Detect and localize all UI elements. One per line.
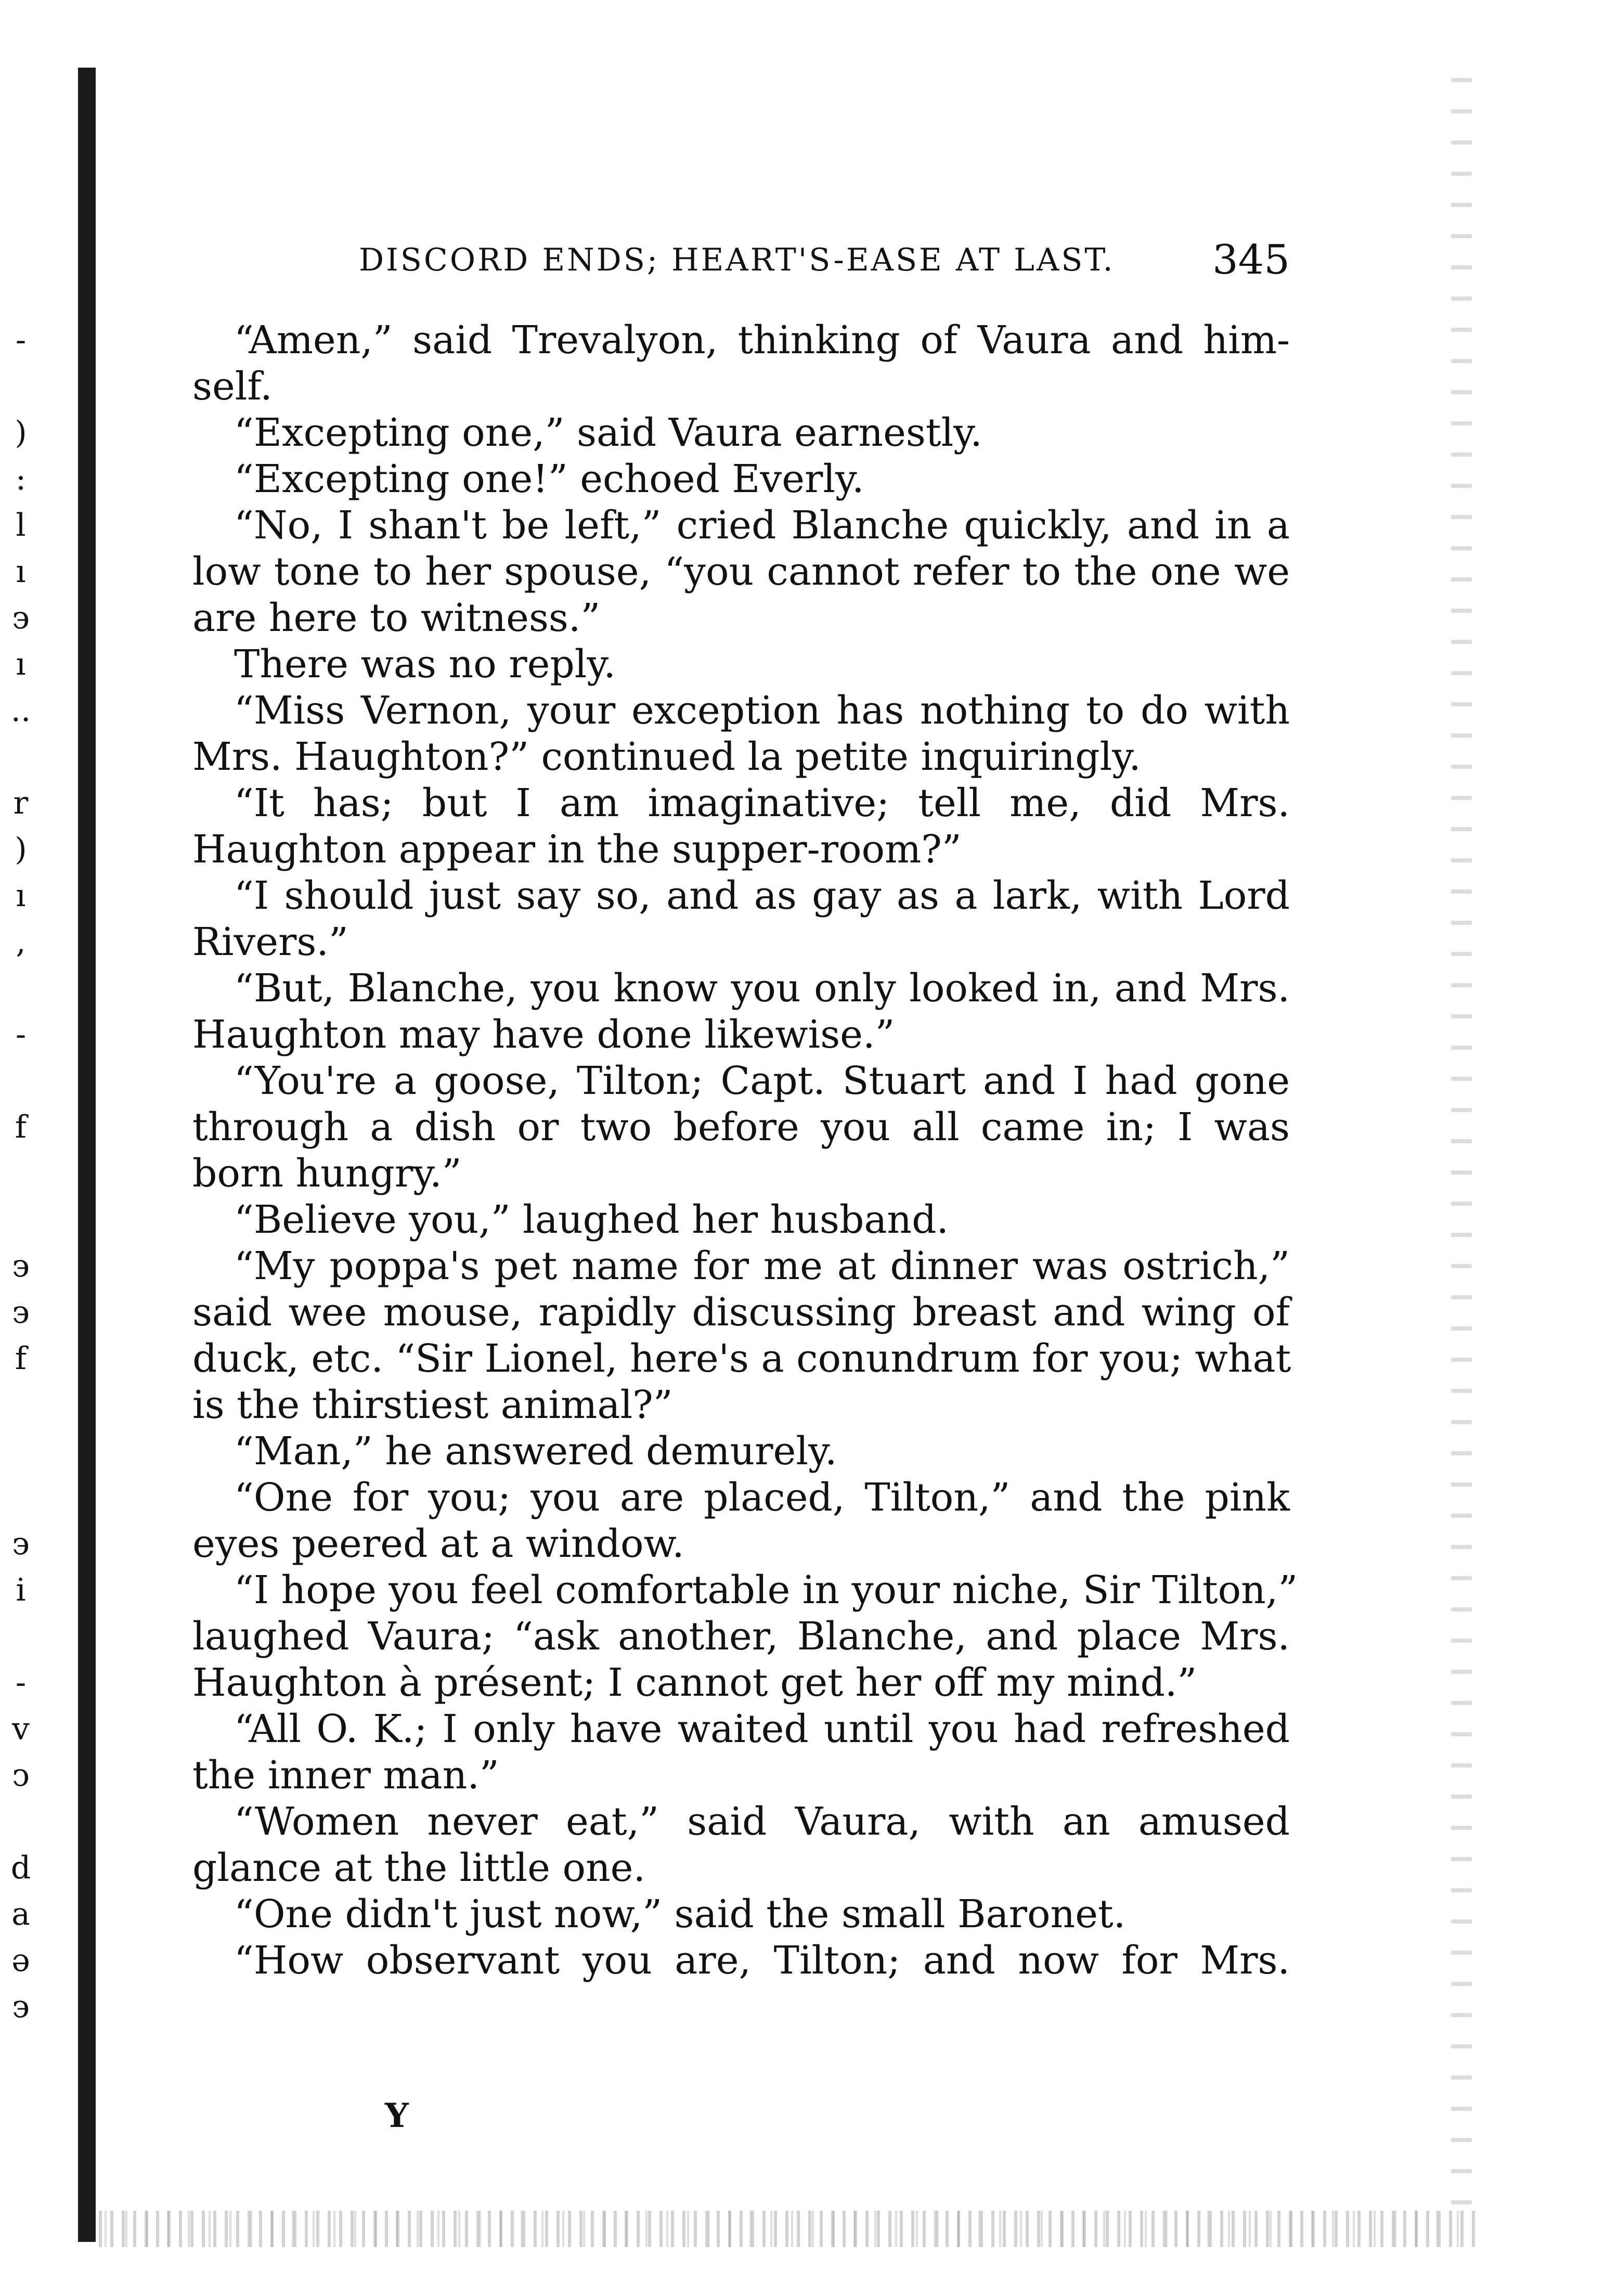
text-line: There was no reply. — [234, 642, 616, 687]
margin-fragment: - — [15, 322, 27, 358]
margin-fragment: ı — [16, 878, 26, 914]
margin-fragment — [0, 1151, 42, 1197]
body-text — [192, 317, 1298, 1984]
scan-edge-noise — [1451, 78, 1472, 2211]
text-line: is the thirstiest animal?” — [192, 1383, 673, 1427]
text-line: “One for you; you are placed, Tilton,” and the pink — [234, 1475, 1290, 1520]
text-line: through a dish or two before you all came in; I was — [192, 1105, 1290, 1150]
margin-fragment — [0, 1197, 42, 1243]
margin-fragment: : — [15, 461, 27, 497]
text-line: laughed Vaura; “ask another, Blanche, and place Mrs. — [192, 1614, 1290, 1659]
margin-fragment: f — [15, 1109, 27, 1145]
margin-fragment — [0, 1614, 42, 1660]
text-line: are here to witness.” — [192, 596, 601, 640]
text-line: “My poppa's pet name for me at dinner was ostrich,” — [234, 1244, 1290, 1288]
text-line: said wee mouse, rapidly discussing breast and wing of — [192, 1290, 1290, 1335]
binding-edge — [78, 68, 96, 2242]
text-line: “Excepting one!” echoed Everly. — [234, 457, 864, 501]
text-line: duck, etc. “Sir Lionel, here's a conundrum for you; what — [192, 1336, 1291, 1381]
margin-fragment: a — [11, 1896, 30, 1932]
margin-fragment: f — [15, 1340, 27, 1377]
margin-fragment: э — [12, 1989, 30, 2025]
text-line: “Excepting one,” said Vaura earnestly. — [234, 410, 982, 455]
text-line: the inner man.” — [192, 1753, 499, 1798]
text-line: Mrs. Haughton?” continued la petite inquiringly. — [192, 734, 1141, 779]
margin-fragment — [0, 364, 42, 410]
text-line: “Amen,” said Trevalyon, thinking of Vaura and him- — [234, 318, 1290, 363]
text-line: self. — [192, 364, 273, 409]
margin-fragment: э — [12, 600, 30, 636]
margin-fragment — [0, 1382, 42, 1428]
text-line: “All O. K.; I only have waited until you had refreshed — [234, 1707, 1290, 1751]
margin-fragment: , — [16, 924, 26, 960]
margin-fragment: d — [10, 1850, 31, 1886]
margin-fragment: э — [12, 1294, 30, 1331]
text-line: “Believe you,” laughed her husband. — [234, 1197, 949, 1242]
margin-fragment — [0, 965, 42, 1012]
margin-fragment: .. — [10, 692, 31, 729]
text-line: born hungry.” — [192, 1151, 462, 1196]
text-line: Haughton appear in the supper-room?” — [192, 827, 962, 872]
text-line: “How observant you are, Tilton; and now for Mrs. — [234, 1938, 1290, 1983]
margin-fragment: i — [16, 1572, 26, 1608]
margin-fragment: - — [15, 1016, 27, 1053]
text-line: Rivers.” — [192, 920, 348, 964]
text-line: “Man,” he answered demurely. — [234, 1429, 837, 1474]
margin-fragment — [0, 1428, 42, 1475]
text-line: “It has; but I am imaginative; tell me, did Mrs. — [234, 781, 1290, 825]
margin-fragment — [0, 1475, 42, 1521]
margin-fragment: ə — [11, 1942, 30, 1979]
margin-fragment: э — [12, 1248, 30, 1284]
running-head: DISCORD ENDS; HEART'S-EASE AT LAST. — [359, 242, 1115, 278]
text-line: “Miss Vernon, your exception has nothing to do with — [234, 688, 1290, 733]
margin-fragment: ↄ — [12, 1757, 30, 1794]
margin-fragment: ı — [16, 646, 26, 682]
margin-fragment: э — [12, 1526, 30, 1562]
margin-fragment: v — [12, 1711, 30, 1747]
text-line: low tone to her spouse, “you cannot refer to the one we — [192, 549, 1290, 594]
text-line: glance at the little one. — [192, 1846, 645, 1890]
signature-mark: Y — [385, 2096, 409, 2135]
margin-fragment: ı — [16, 553, 26, 590]
text-line: eyes peered at a window. — [192, 1521, 684, 1566]
text-line: “No, I shan't be left,” cried Blanche quickly, and in a — [234, 503, 1290, 548]
scan-bottom-noise — [99, 2211, 1477, 2247]
text-line: “I hope you feel comfortable in your niche, Sir Tilton,” — [234, 1568, 1298, 1613]
margin-fragment — [0, 1799, 42, 1845]
margin-fragment: - — [15, 1665, 27, 1701]
page-header — [192, 237, 1290, 289]
page-number: 345 — [1212, 237, 1290, 283]
text-line: Haughton may have done likewise.” — [192, 1012, 895, 1057]
margin-fragment: l — [16, 507, 26, 544]
text-line: Haughton à présent; I cannot get her off my mind.” — [192, 1660, 1197, 1705]
margin-fragment — [0, 1058, 42, 1104]
margin-fragment: r — [13, 785, 29, 821]
text-line: “One didn't just now,” said the small Baronet. — [234, 1892, 1126, 1937]
text-line: “Women never eat,” said Vaura, with an amused — [234, 1799, 1290, 1844]
margin-fragment — [0, 734, 42, 780]
margin-fragment: ) — [15, 831, 27, 868]
margin-fragment: ) — [15, 415, 27, 451]
text-line: “You're a goose, Tilton; Capt. Stuart and I had gone — [234, 1059, 1290, 1103]
text-line: “But, Blanche, you know you only looked in, and Mrs. — [234, 966, 1290, 1011]
text-line: “I should just say so, and as gay as a lark, with Lord — [234, 873, 1290, 918]
bleed-through-margin — [0, 317, 42, 2030]
